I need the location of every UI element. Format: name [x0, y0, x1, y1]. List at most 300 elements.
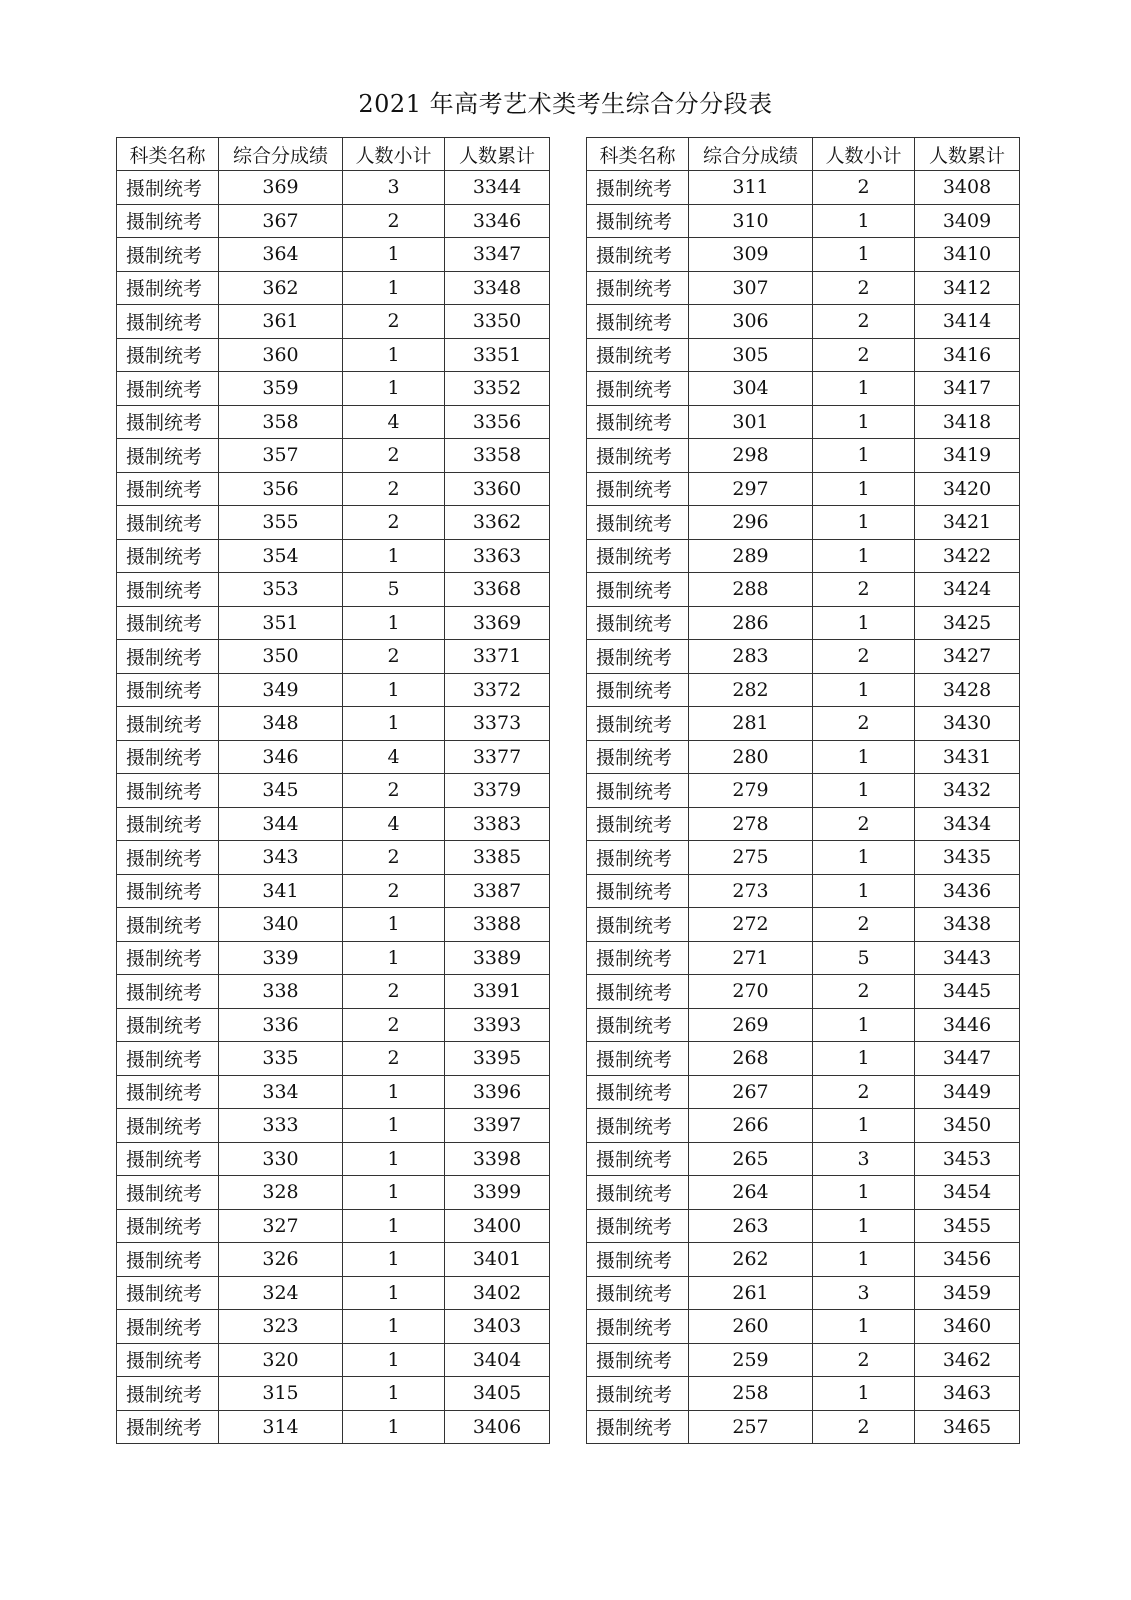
score-table-left: [116, 137, 550, 1444]
cell-cumulative: 3405: [445, 1377, 550, 1411]
cell-score: 264: [689, 1176, 813, 1210]
table-row: [117, 573, 550, 607]
cell-score: 259: [689, 1343, 813, 1377]
cell-category: 摄制统考: [117, 171, 219, 205]
cell-score: 355: [219, 506, 343, 540]
table-row: [587, 204, 1020, 238]
cell-count: 1: [343, 1176, 445, 1210]
cell-category: 摄制统考: [117, 1042, 219, 1076]
cell-cumulative: 3450: [915, 1109, 1020, 1143]
cell-score: 351: [219, 606, 343, 640]
cell-score: 265: [689, 1142, 813, 1176]
table-header-row: [587, 138, 1020, 171]
cell-count: 1: [813, 841, 915, 875]
cell-cumulative: 3385: [445, 841, 550, 875]
table-row: [117, 238, 550, 272]
cell-category: 摄制统考: [117, 1176, 219, 1210]
cell-count: 1: [343, 539, 445, 573]
cell-category: 摄制统考: [587, 1176, 689, 1210]
cell-cumulative: 3362: [445, 506, 550, 540]
cell-category: 摄制统考: [587, 439, 689, 473]
table-row: [117, 1243, 550, 1277]
table-row: [117, 472, 550, 506]
cell-count: 1: [343, 1343, 445, 1377]
cell-count: 1: [343, 1377, 445, 1411]
table-row: [587, 1075, 1020, 1109]
cell-category: 摄制统考: [587, 1377, 689, 1411]
table-row: [587, 707, 1020, 741]
cell-category: 摄制统考: [587, 1343, 689, 1377]
cell-cumulative: 3460: [915, 1310, 1020, 1344]
cell-cumulative: 3401: [445, 1243, 550, 1277]
cell-count: 1: [813, 539, 915, 573]
cell-count: 1: [813, 673, 915, 707]
cell-count: 1: [813, 1377, 915, 1411]
cell-cumulative: 3387: [445, 874, 550, 908]
table-row: [117, 673, 550, 707]
table-row: [117, 1176, 550, 1210]
cell-count: 2: [813, 975, 915, 1009]
score-table-right: [586, 137, 1020, 1444]
cell-category: 摄制统考: [117, 1109, 219, 1143]
cell-cumulative: 3438: [915, 908, 1020, 942]
cell-cumulative: 3350: [445, 305, 550, 339]
cell-score: 344: [219, 807, 343, 841]
cell-category: 摄制统考: [117, 506, 219, 540]
cell-count: 3: [343, 171, 445, 205]
cell-count: 1: [343, 673, 445, 707]
cell-category: 摄制统考: [587, 1209, 689, 1243]
table-row: [587, 740, 1020, 774]
cell-count: 1: [813, 1243, 915, 1277]
table-row: [117, 1109, 550, 1143]
cell-score: 350: [219, 640, 343, 674]
cell-count: 1: [343, 1109, 445, 1143]
cell-category: 摄制统考: [117, 405, 219, 439]
cell-score: 328: [219, 1176, 343, 1210]
cell-score: 309: [689, 238, 813, 272]
page-title: 2021 年高考艺术类考生综合分分段表: [358, 90, 773, 118]
table-row: [117, 807, 550, 841]
cell-count: 2: [343, 640, 445, 674]
header-count: 人数小计: [813, 138, 915, 171]
cell-count: 1: [813, 472, 915, 506]
table-row: [117, 707, 550, 741]
cell-score: 266: [689, 1109, 813, 1143]
cell-category: 摄制统考: [587, 673, 689, 707]
cell-score: 268: [689, 1042, 813, 1076]
cell-cumulative: 3396: [445, 1075, 550, 1109]
cell-count: 1: [813, 405, 915, 439]
cell-cumulative: 3346: [445, 204, 550, 238]
cell-count: 2: [343, 1008, 445, 1042]
table-row: [117, 1008, 550, 1042]
header-cumulative: 人数累计: [915, 138, 1020, 171]
cell-category: 摄制统考: [117, 305, 219, 339]
cell-count: 1: [813, 1310, 915, 1344]
cell-category: 摄制统考: [587, 573, 689, 607]
cell-count: 1: [343, 1410, 445, 1444]
cell-score: 336: [219, 1008, 343, 1042]
table-row: [587, 1142, 1020, 1176]
cell-cumulative: 3391: [445, 975, 550, 1009]
table-row: [587, 1343, 1020, 1377]
cell-count: 2: [813, 640, 915, 674]
cell-count: 1: [343, 271, 445, 305]
cell-score: 357: [219, 439, 343, 473]
cell-score: 304: [689, 372, 813, 406]
cell-score: 263: [689, 1209, 813, 1243]
cell-cumulative: 3372: [445, 673, 550, 707]
cell-count: 1: [343, 908, 445, 942]
cell-count: 1: [813, 439, 915, 473]
cell-count: 1: [343, 606, 445, 640]
table-row: [117, 439, 550, 473]
cell-score: 338: [219, 975, 343, 1009]
cell-cumulative: 3432: [915, 774, 1020, 808]
cell-cumulative: 3399: [445, 1176, 550, 1210]
cell-score: 257: [689, 1410, 813, 1444]
cell-cumulative: 3462: [915, 1343, 1020, 1377]
cell-score: 349: [219, 673, 343, 707]
cell-category: 摄制统考: [117, 1142, 219, 1176]
cell-cumulative: 3417: [915, 372, 1020, 406]
cell-score: 359: [219, 372, 343, 406]
table-row: [587, 673, 1020, 707]
cell-cumulative: 3363: [445, 539, 550, 573]
cell-category: 摄制统考: [117, 539, 219, 573]
table-row: [587, 908, 1020, 942]
cell-category: 摄制统考: [117, 472, 219, 506]
table-row: [117, 1142, 550, 1176]
cell-count: 1: [813, 774, 915, 808]
cell-cumulative: 3373: [445, 707, 550, 741]
cell-cumulative: 3393: [445, 1008, 550, 1042]
table-row: [117, 539, 550, 573]
cell-cumulative: 3453: [915, 1142, 1020, 1176]
cell-category: 摄制统考: [587, 472, 689, 506]
cell-score: 288: [689, 573, 813, 607]
table-row: [117, 1377, 550, 1411]
cell-category: 摄制统考: [117, 1410, 219, 1444]
cell-cumulative: 3409: [915, 204, 1020, 238]
cell-count: 2: [813, 707, 915, 741]
cell-count: 1: [813, 606, 915, 640]
cell-count: 1: [813, 874, 915, 908]
table-row: [117, 841, 550, 875]
cell-score: 348: [219, 707, 343, 741]
cell-category: 摄制统考: [117, 1243, 219, 1277]
cell-count: 1: [343, 1209, 445, 1243]
cell-score: 297: [689, 472, 813, 506]
cell-count: 3: [813, 1276, 915, 1310]
table-row: [587, 238, 1020, 272]
cell-score: 340: [219, 908, 343, 942]
cell-cumulative: 3428: [915, 673, 1020, 707]
cell-score: 275: [689, 841, 813, 875]
cell-category: 摄制统考: [587, 372, 689, 406]
cell-category: 摄制统考: [117, 271, 219, 305]
table-row: [587, 1209, 1020, 1243]
cell-count: 1: [813, 1008, 915, 1042]
cell-cumulative: 3403: [445, 1310, 550, 1344]
cell-count: 2: [813, 338, 915, 372]
cell-category: 摄制统考: [117, 1008, 219, 1042]
cell-score: 272: [689, 908, 813, 942]
cell-score: 262: [689, 1243, 813, 1277]
cell-category: 摄制统考: [587, 807, 689, 841]
cell-score: 339: [219, 941, 343, 975]
cell-category: 摄制统考: [117, 1209, 219, 1243]
table-row: [117, 874, 550, 908]
cell-count: 2: [813, 573, 915, 607]
cell-cumulative: 3395: [445, 1042, 550, 1076]
cell-category: 摄制统考: [117, 640, 219, 674]
table-row: [117, 506, 550, 540]
cell-count: 1: [343, 238, 445, 272]
cell-category: 摄制统考: [117, 573, 219, 607]
cell-category: 摄制统考: [587, 975, 689, 1009]
cell-cumulative: 3389: [445, 941, 550, 975]
cell-category: 摄制统考: [587, 539, 689, 573]
cell-score: 279: [689, 774, 813, 808]
cell-cumulative: 3449: [915, 1075, 1020, 1109]
table-row: [587, 439, 1020, 473]
cell-category: 摄制统考: [117, 908, 219, 942]
cell-category: 摄制统考: [117, 673, 219, 707]
cell-score: 267: [689, 1075, 813, 1109]
table-header-row: [117, 138, 550, 171]
cell-cumulative: 3419: [915, 439, 1020, 473]
cell-score: 326: [219, 1243, 343, 1277]
cell-count: 5: [343, 573, 445, 607]
cell-category: 摄制统考: [587, 305, 689, 339]
cell-category: 摄制统考: [117, 238, 219, 272]
table-row: [587, 271, 1020, 305]
table-row: [587, 472, 1020, 506]
cell-count: 1: [813, 372, 915, 406]
cell-score: 341: [219, 874, 343, 908]
cell-score: 281: [689, 707, 813, 741]
cell-category: 摄制统考: [587, 707, 689, 741]
cell-count: 2: [813, 305, 915, 339]
cell-cumulative: 3344: [445, 171, 550, 205]
cell-score: 261: [689, 1276, 813, 1310]
table-row: [117, 372, 550, 406]
cell-cumulative: 3446: [915, 1008, 1020, 1042]
cell-cumulative: 3371: [445, 640, 550, 674]
cell-score: 301: [689, 405, 813, 439]
table-row: [587, 1276, 1020, 1310]
cell-cumulative: 3368: [445, 573, 550, 607]
cell-count: 1: [813, 740, 915, 774]
table-row: [587, 1310, 1020, 1344]
cell-count: 1: [343, 1276, 445, 1310]
cell-count: 2: [343, 506, 445, 540]
cell-category: 摄制统考: [117, 1075, 219, 1109]
cell-score: 364: [219, 238, 343, 272]
cell-cumulative: 3447: [915, 1042, 1020, 1076]
table-row: [117, 1075, 550, 1109]
cell-score: 286: [689, 606, 813, 640]
cell-count: 2: [813, 1075, 915, 1109]
table-row: [117, 774, 550, 808]
cell-cumulative: 3369: [445, 606, 550, 640]
cell-cumulative: 3408: [915, 171, 1020, 205]
cell-cumulative: 3463: [915, 1377, 1020, 1411]
cell-count: 2: [343, 874, 445, 908]
cell-cumulative: 3397: [445, 1109, 550, 1143]
table-row: [587, 841, 1020, 875]
cell-count: 2: [343, 841, 445, 875]
cell-category: 摄制统考: [587, 908, 689, 942]
table-row: [587, 1109, 1020, 1143]
table-row: [117, 1276, 550, 1310]
cell-count: 2: [343, 305, 445, 339]
table-row: [117, 908, 550, 942]
cell-cumulative: 3443: [915, 941, 1020, 975]
cell-count: 2: [813, 171, 915, 205]
cell-count: 2: [343, 1042, 445, 1076]
table-row: [117, 941, 550, 975]
cell-category: 摄制统考: [587, 1008, 689, 1042]
cell-count: 2: [813, 271, 915, 305]
cell-count: 1: [343, 941, 445, 975]
cell-score: 346: [219, 740, 343, 774]
table-row: [117, 204, 550, 238]
cell-count: 1: [813, 1042, 915, 1076]
cell-count: 4: [343, 740, 445, 774]
table-row: [117, 271, 550, 305]
table-row: [587, 1410, 1020, 1444]
cell-category: 摄制统考: [117, 606, 219, 640]
table-row: [587, 405, 1020, 439]
cell-count: 2: [813, 1410, 915, 1444]
table-row: [587, 1377, 1020, 1411]
cell-count: 1: [343, 1075, 445, 1109]
table-row: [117, 640, 550, 674]
cell-score: 270: [689, 975, 813, 1009]
cell-cumulative: 3425: [915, 606, 1020, 640]
table-row: [587, 573, 1020, 607]
cell-score: 320: [219, 1343, 343, 1377]
table-row: [117, 405, 550, 439]
cell-cumulative: 3416: [915, 338, 1020, 372]
cell-score: 305: [689, 338, 813, 372]
cell-category: 摄制统考: [117, 774, 219, 808]
cell-count: 2: [343, 774, 445, 808]
cell-cumulative: 3434: [915, 807, 1020, 841]
cell-category: 摄制统考: [587, 874, 689, 908]
cell-count: 2: [343, 472, 445, 506]
cell-score: 306: [689, 305, 813, 339]
table-row: [117, 1042, 550, 1076]
cell-count: 1: [343, 1142, 445, 1176]
cell-category: 摄制统考: [587, 1142, 689, 1176]
cell-cumulative: 3435: [915, 841, 1020, 875]
cell-category: 摄制统考: [587, 740, 689, 774]
cell-category: 摄制统考: [117, 1377, 219, 1411]
cell-cumulative: 3424: [915, 573, 1020, 607]
cell-score: 289: [689, 539, 813, 573]
cell-score: 360: [219, 338, 343, 372]
cell-cumulative: 3358: [445, 439, 550, 473]
cell-count: 2: [813, 807, 915, 841]
table-row: [117, 338, 550, 372]
cell-cumulative: 3383: [445, 807, 550, 841]
cell-count: 1: [343, 707, 445, 741]
cell-cumulative: 3360: [445, 472, 550, 506]
cell-count: 4: [343, 405, 445, 439]
table-row: [117, 606, 550, 640]
cell-cumulative: 3414: [915, 305, 1020, 339]
table-row: [587, 1008, 1020, 1042]
header-cumulative: 人数累计: [445, 138, 550, 171]
header-score: 综合分成绩: [219, 138, 343, 171]
cell-score: 258: [689, 1377, 813, 1411]
cell-cumulative: 3427: [915, 640, 1020, 674]
table-row: [587, 506, 1020, 540]
cell-cumulative: 3418: [915, 405, 1020, 439]
table-row: [587, 975, 1020, 1009]
cell-score: 358: [219, 405, 343, 439]
cell-count: 1: [343, 372, 445, 406]
cell-count: 2: [813, 908, 915, 942]
header-score: 综合分成绩: [689, 138, 813, 171]
cell-category: 摄制统考: [117, 204, 219, 238]
cell-cumulative: 3410: [915, 238, 1020, 272]
cell-score: 307: [689, 271, 813, 305]
cell-cumulative: 3402: [445, 1276, 550, 1310]
table-row: [587, 1042, 1020, 1076]
table-row: [117, 1310, 550, 1344]
cell-category: 摄制统考: [117, 707, 219, 741]
cell-score: 278: [689, 807, 813, 841]
cell-cumulative: 3412: [915, 271, 1020, 305]
cell-category: 摄制统考: [587, 841, 689, 875]
cell-category: 摄制统考: [587, 1075, 689, 1109]
table-row: [117, 975, 550, 1009]
cell-category: 摄制统考: [117, 975, 219, 1009]
cell-cumulative: 3351: [445, 338, 550, 372]
cell-count: 2: [343, 975, 445, 1009]
cell-score: 311: [689, 171, 813, 205]
cell-count: 4: [343, 807, 445, 841]
cell-count: 2: [343, 204, 445, 238]
cell-score: 269: [689, 1008, 813, 1042]
cell-score: 282: [689, 673, 813, 707]
cell-category: 摄制统考: [117, 807, 219, 841]
cell-category: 摄制统考: [117, 338, 219, 372]
header-category: 科类名称: [587, 138, 689, 171]
table-row: [587, 774, 1020, 808]
cell-cumulative: 3348: [445, 271, 550, 305]
cell-category: 摄制统考: [587, 171, 689, 205]
table-row: [587, 941, 1020, 975]
table-row: [587, 372, 1020, 406]
cell-category: 摄制统考: [587, 1109, 689, 1143]
cell-category: 摄制统考: [117, 1310, 219, 1344]
cell-category: 摄制统考: [117, 439, 219, 473]
cell-score: 330: [219, 1142, 343, 1176]
cell-score: 324: [219, 1276, 343, 1310]
cell-count: 1: [813, 1109, 915, 1143]
table-row: [587, 1176, 1020, 1210]
cell-score: 323: [219, 1310, 343, 1344]
cell-count: 1: [813, 1176, 915, 1210]
cell-cumulative: 3436: [915, 874, 1020, 908]
cell-score: 335: [219, 1042, 343, 1076]
